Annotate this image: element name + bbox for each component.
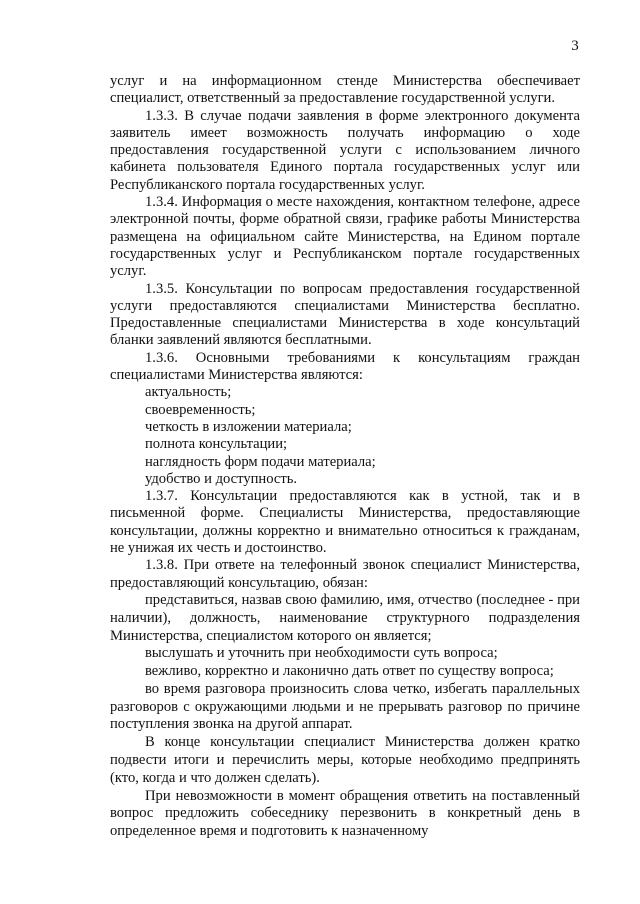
duty-speak-clearly: во время разговора произносить слова четко, избегать параллельных разговоров с окружающими людьми и не прерывать разговор по причине поступления звонка на другой аппарат. xyxy=(110,680,580,733)
paragraph-1-3-8: 1.3.8. При ответе на телефонный звонок специалист Министерства, предоставляющий консультацию, обязан: xyxy=(110,557,580,591)
requirement-item: четкость в изложении материала; xyxy=(145,418,352,435)
page-number: 3 xyxy=(571,38,579,54)
duty-introduce: представиться, назвав свою фамилию, имя, отчество (последнее - при наличии), должность, наименование структурного подразделения Министерства, специалистом которого он является; xyxy=(110,591,580,644)
duty-listen: выслушать и уточнить при необходимости суть вопроса; xyxy=(145,645,498,662)
requirement-item: удобство и доступность. xyxy=(145,470,298,487)
paragraph-intro: услуг и на информационном стенде Министерства обеспечивает специалист, ответственный за предоставление государственной услуги. xyxy=(110,73,580,107)
paragraph-impossible-answer: При невозможности в момент обращения ответить на поставленный вопрос предложить собеседнику перезвонить в конкретный день в определенное время и подготовить к назначенному xyxy=(110,787,580,840)
requirement-item: своевременность; xyxy=(145,401,256,418)
paragraph-1-3-5: 1.3.5. Консультации по вопросам предоставления государственной услуги предоставляются специалистами Министерства бесплатно. Предоставленные специалистами Министерства в ходе консультаций бланки заявлений являются бесплатными. xyxy=(110,280,580,349)
requirement-item: актуальность; xyxy=(145,384,232,401)
requirement-item: наглядность форм подачи материала; xyxy=(145,453,376,470)
paragraph-1-3-6: 1.3.6. Основными требованиями к консультациям граждан специалистами Министерства являются: xyxy=(110,349,580,384)
document-body xyxy=(110,73,580,841)
paragraph-1-3-3: 1.3.3. В случае подачи заявления в форме электронного документа заявитель имеет возможность получать информацию о ходе предоставления государственной услуги с использованием личного кабинета пользователя Единого портала государственных услуг или Республиканского портала государственных услуг. xyxy=(110,107,580,193)
paragraph-consultation-end: В конце консультации специалист Министерства должен кратко подвести итоги и перечислить меры, которые необходимо предпринять (кто, когда и что должен сделать). xyxy=(110,734,580,786)
paragraph-1-3-4: 1.3.4. Информация о месте нахождения, контактном телефоне, адресе электронной почты, форме обратной связи, графике работы Министерства размещена на официальном сайте Министерства, на Едином портале государственных услуг и Республиканском портале государственных услуг. xyxy=(110,194,580,280)
duty-answer: вежливо, корректно и лаконично дать ответ по существу вопроса; xyxy=(145,663,554,680)
requirements-list xyxy=(110,384,580,488)
paragraph-1-3-7: 1.3.7. Консультации предоставляются как в устной, так и в письменной форме. Специалисты Министерства, предоставляющие консультации, должны корректно и внимательно относиться к гражданам, не унижая их честь и достоинство. xyxy=(110,488,580,557)
requirement-item: полнота консультации; xyxy=(145,436,288,453)
